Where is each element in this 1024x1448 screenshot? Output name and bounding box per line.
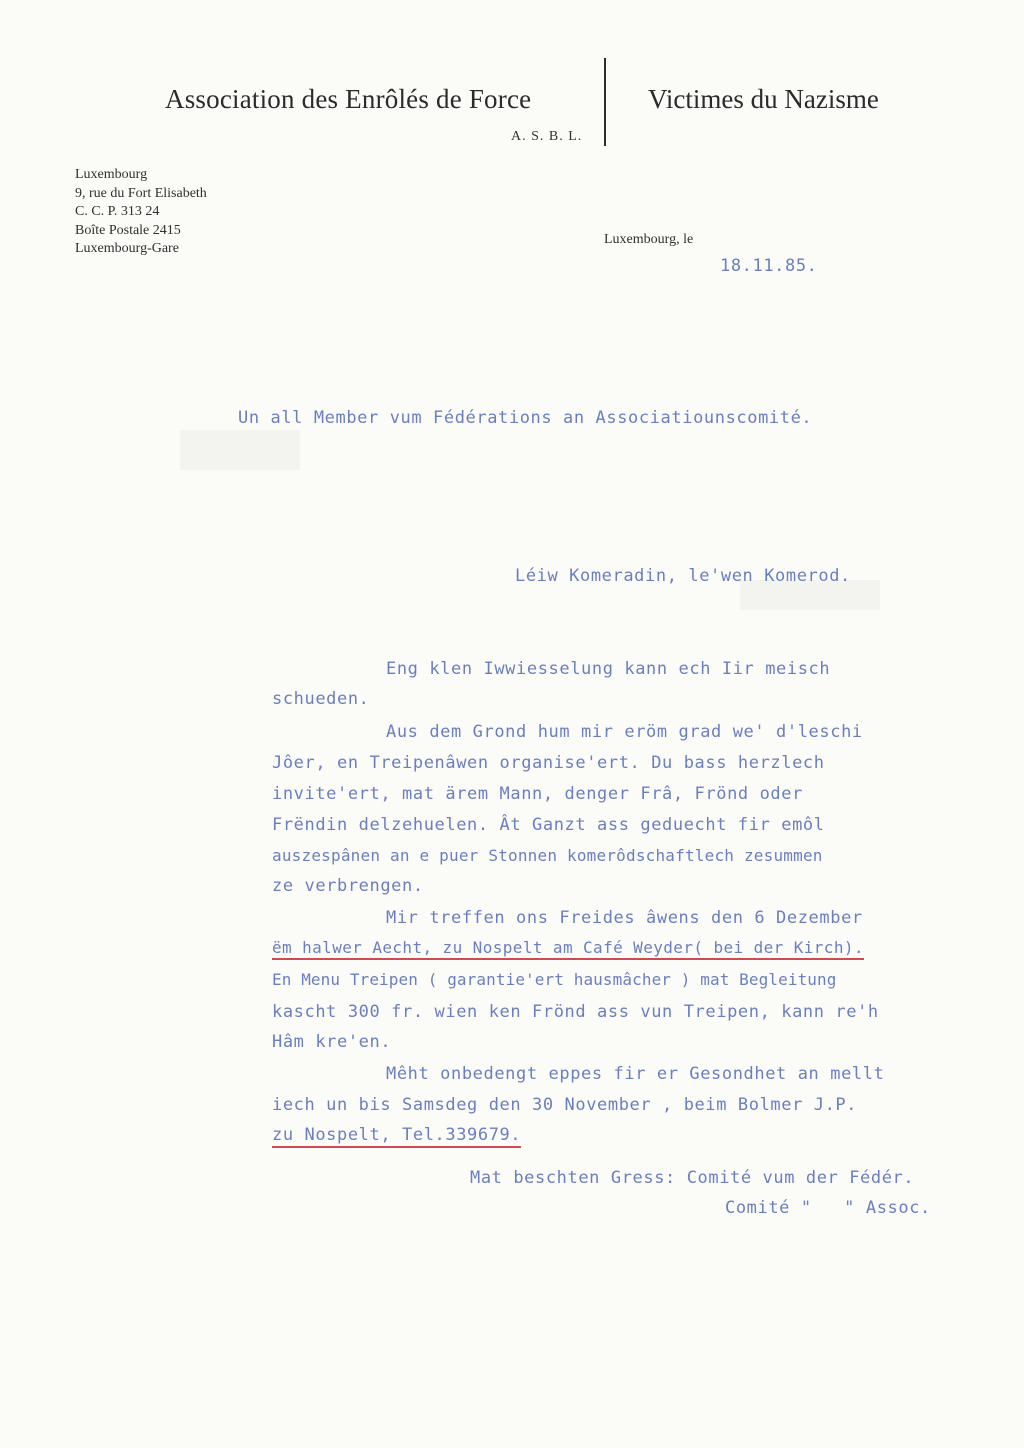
- letterhead-divider: [604, 58, 606, 146]
- address-line: 9, rue du Fort Elisabeth: [75, 185, 207, 201]
- typed-date: 18.11.85.: [720, 256, 818, 276]
- body-line: Frëndin delzehuelen. Ât Ganzt ass geduecht fir emôl: [272, 815, 825, 835]
- body-line: invite'ert, mat ärem Mann, denger Frâ, Frönd oder: [272, 784, 803, 804]
- body-line: Aus dem Grond hum mir eröm grad we' d'leschi: [386, 722, 863, 742]
- body-line-underlined: ëm halwer Aecht, zu Nospelt am Café Weyder( bei der Kirch).: [272, 938, 864, 960]
- address-line: Luxembourg: [75, 167, 148, 182]
- body-line: Jôer, en Treipenâwen organise'ert. Du bass herzlech: [272, 753, 825, 773]
- address-line: Boîte Postale 2415: [75, 222, 181, 238]
- place-date-label: Luxembourg, le: [604, 232, 694, 247]
- body-line: iech un bis Samsdeg den 30 November , beim Bolmer J.P.: [272, 1095, 858, 1115]
- organization-name-right: Victimes du Nazisme: [648, 84, 879, 114]
- body-line: En Menu Treipen ( garantie'ert hausmâcher ) mat Begleitung: [272, 970, 837, 989]
- legal-form: A. S. B. L.: [511, 129, 583, 144]
- address-line: C. C. P. 313 24: [75, 204, 160, 219]
- sender-address: [75, 166, 207, 259]
- body-line: ze verbrengen.: [272, 876, 424, 896]
- organization-name-left: Association des Enrôlés de Force: [165, 84, 532, 114]
- body-line: Eng klen Iwwiesselung kann ech Iir meisch: [386, 659, 831, 679]
- signature-line: Mat beschten Gress: Comité vum der Fédér.: [470, 1168, 915, 1188]
- body-line: Mir treffen ons Freides âwens den 6 Dezember: [386, 908, 863, 928]
- body-line-underlined: zu Nospelt, Tel.339679.: [272, 1125, 521, 1148]
- body-line: Mêht onbedengt eppes fir er Gesondhet an mellt: [386, 1064, 885, 1084]
- recipient-line: Un all Member vum Fédérations an Associatiounscomité.: [238, 408, 813, 428]
- body-line: Hâm kre'en.: [272, 1032, 392, 1052]
- body-line: kascht 300 fr. wien ken Frönd ass vun Treipen, kann re'h: [272, 1002, 879, 1022]
- signature-line: Comité " " Assoc.: [725, 1198, 931, 1218]
- body-line: auszespânen an e puer Stonnen komerôdschaftlech zesummen: [272, 846, 823, 865]
- address-line: Luxembourg-Gare: [75, 241, 179, 256]
- body-line: schueden.: [272, 689, 370, 709]
- greeting-line: Léiw Komeradin, le'wen Komerod.: [515, 566, 851, 586]
- scan-shadow: [180, 430, 300, 470]
